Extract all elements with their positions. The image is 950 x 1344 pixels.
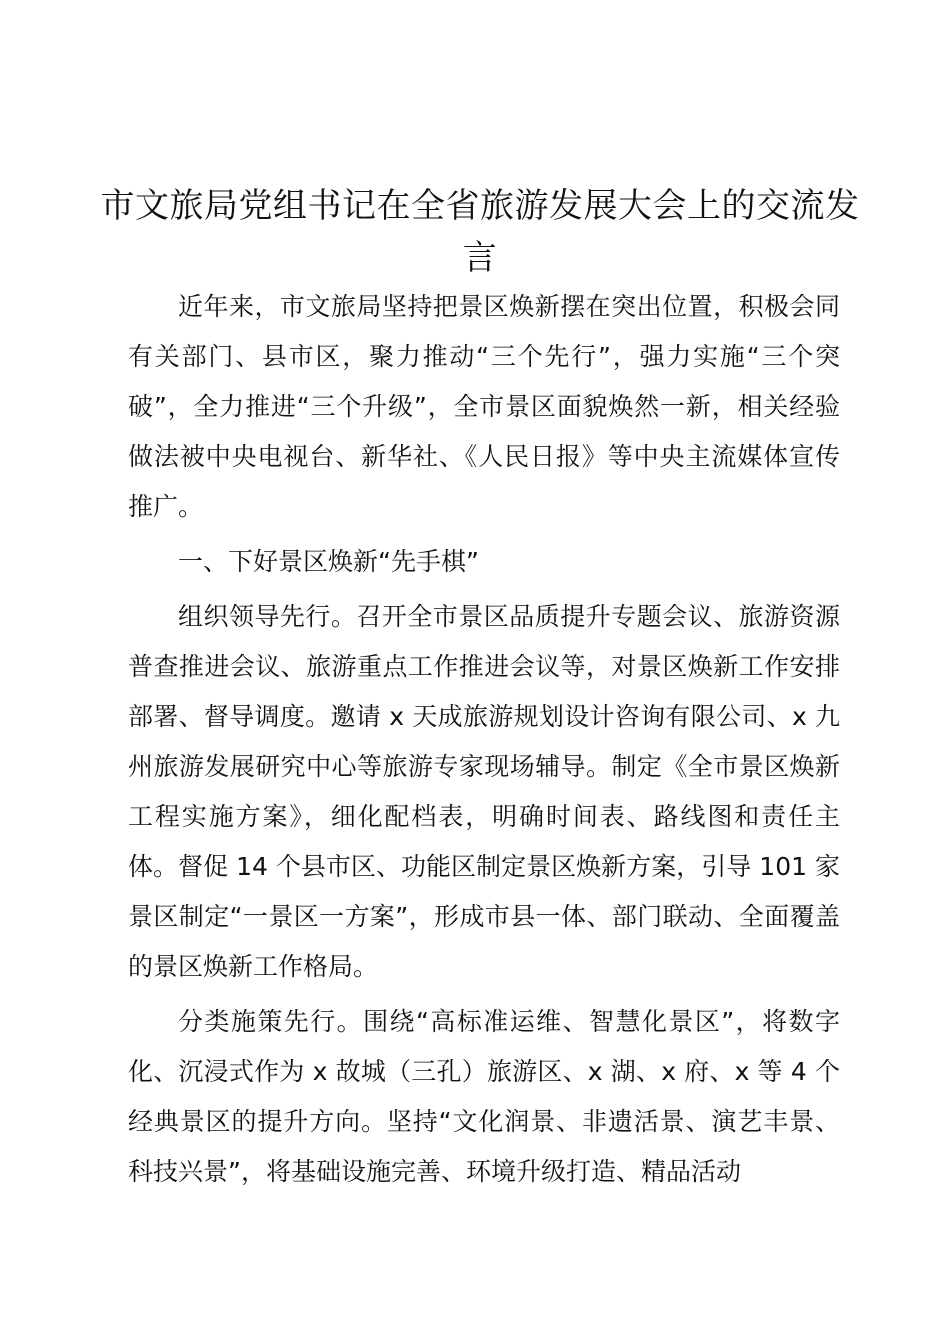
intro-paragraph: 近年来，市文旅局坚持把景区焕新摆在突出位置，积极会同有关部门、县市区，聚力推动“三个先行”，强力实施“三个突破”，全力推进“三个升级”，全市景区面貌焕然一新，相关经验做法被中央电视台、新华社、《人民日报》等中央主流媒体宣传推广。 <box>128 292 840 521</box>
document-body <box>128 282 840 1202</box>
document-title: 市文旅局党组书记在全省旅游发展大会上的交流发言 <box>100 186 860 278</box>
body-paragraph: 分类施策先行。围绕“高标准运维、智慧化景区”，将数字化、沉浸式作为 x 故城（三孔）旅游区、x 湖、x 府、x 等 4 个经典景区的提升方向。坚持“文化润景、非遗活景、演艺丰景、科技兴景”，将基础设施完善、环境升级打造、精品活动 <box>128 1007 840 1186</box>
section-heading: 一、下好景区焕新“先手棋” <box>178 547 479 576</box>
body-paragraph: 组织领导先行。召开全市景区品质提升专题会议、旅游资源普查推进会议、旅游重点工作推进会议等，对景区焕新工作安排部署、督导调度。邀请 x 天成旅游规划设计咨询有限公司、x 九州旅游发展研究中心等旅游专家现场辅导。制定《全市景区焕新工程实施方案》，细化配档表，明确时间表、路线图和责任主体。督促 14 个县市区、功能区制定景区焕新方案，引导 101 家景区制定“一景区一方案”，形成市县一体、部门联动、全面覆盖的景区焕新工作格局。 <box>128 602 840 981</box>
